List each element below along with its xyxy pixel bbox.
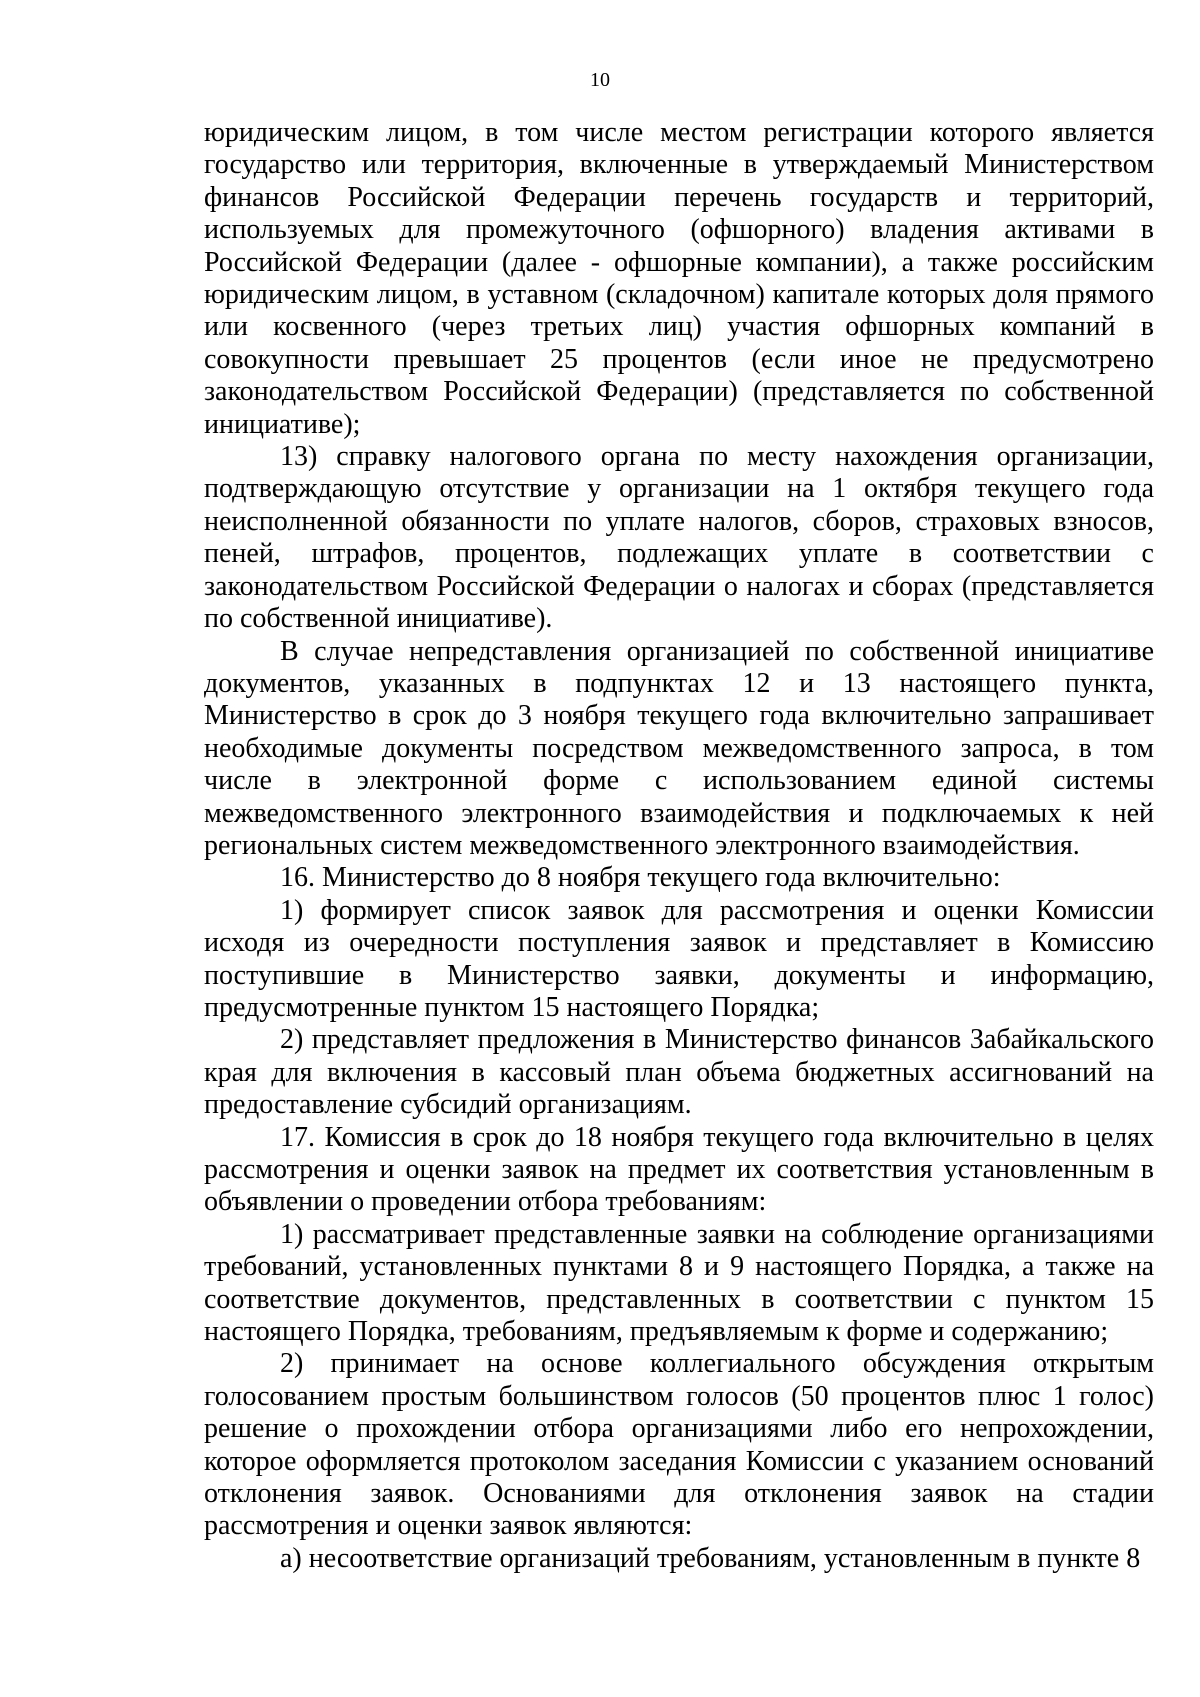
paragraph-16-item-1: 1) формирует список заявок для рассмотрения и оценки Комиссии исходя из очередности поступления заявок и представляет в Комиссию поступившие в Министерство заявки, документы и информацию, предусмотренные пунктом 15 настоящего Порядка; (204, 894, 1154, 1023)
paragraph-section-17: 17. Комиссия в срок до 18 ноября текущего года включительно в целях рассмотрения и оценки заявок на предмет их соответствия установленным в объявлении о проведении отбора требованиям: (204, 1121, 1154, 1218)
paragraph-non-submission: В случае непредставления организацией по собственной инициативе документов, указанных в подпунктах 12 и 13 настоящего пункта, Министерство в срок до 3 ноября текущего года включительно запрашивает необходимые документы посредством межведомственного запроса, в том числе в электронной форме с использованием единой системы межведомственного электронного взаимодействия и подключаемых к ней региональных систем межведомственного электронного взаимодействия. (204, 635, 1154, 861)
paragraph-continuation: юридическим лицом, в том числе местом регистрации которого является государство или территория, включенные в утверждаемый Министерством финансов Российской Федерации перечень государств и территорий, используемых для промежуточного (офшорного) владения активами в Российской Федерации (далее - офшорные компании), а также российским юридическим лицом, в уставном (складочном) капитале которых доля прямого или косвенного (через третьих лиц) участия офшорных компаний в совокупности превышает 25 процентов (если иное не предусмотрено законодательством Российской Федерации) (представляется по собственной инициативе); (204, 117, 1154, 440)
paragraph-item-13: 13) справку налогового органа по месту нахождения организации, подтверждающую отсутствие у организации на 1 октября текущего года неисполненной обязанности по уплате налогов, сборов, страховых взносов, пеней, штрафов, процентов, подлежащих уплате в соответствии с законодательством Российской Федерации о налогах и сборах (представляется по собственной инициативе). (204, 441, 1154, 635)
paragraph-section-16: 16. Министерство до 8 ноября текущего года включительно: (280, 862, 1001, 894)
page-number: 10 (590, 69, 610, 91)
paragraph-17-item-a: а) несоответствие организаций требованиям, установленным в пункте 8 (280, 1542, 1141, 1574)
paragraph-16-item-2: 2) представляет предложения в Министерство финансов Забайкальского края для включения в кассовый план объема бюджетных ассигнований на предоставление субсидий организациям. (204, 1024, 1154, 1121)
paragraph-17-item-2: 2) принимает на основе коллегиального обсуждения открытым голосованием простым большинством голосов (50 процентов плюс 1 голос) решение о прохождении отбора организациями либо его непрохождении, которое оформляется протоколом заседания Комиссии с указанием оснований отклонения заявок. Основаниями для отклонения заявок на стадии рассмотрения и оценки заявок являются: (204, 1348, 1154, 1542)
document-body (204, 117, 1154, 1575)
paragraph-17-item-1: 1) рассматривает представленные заявки на соблюдение организациями требований, установленных пунктами 8 и 9 настоящего Порядка, а также на соответствие документов, представленных в соответствии с пунктом 15 настоящего Порядка, требованиям, предъявляемым к форме и содержанию; (204, 1218, 1154, 1348)
